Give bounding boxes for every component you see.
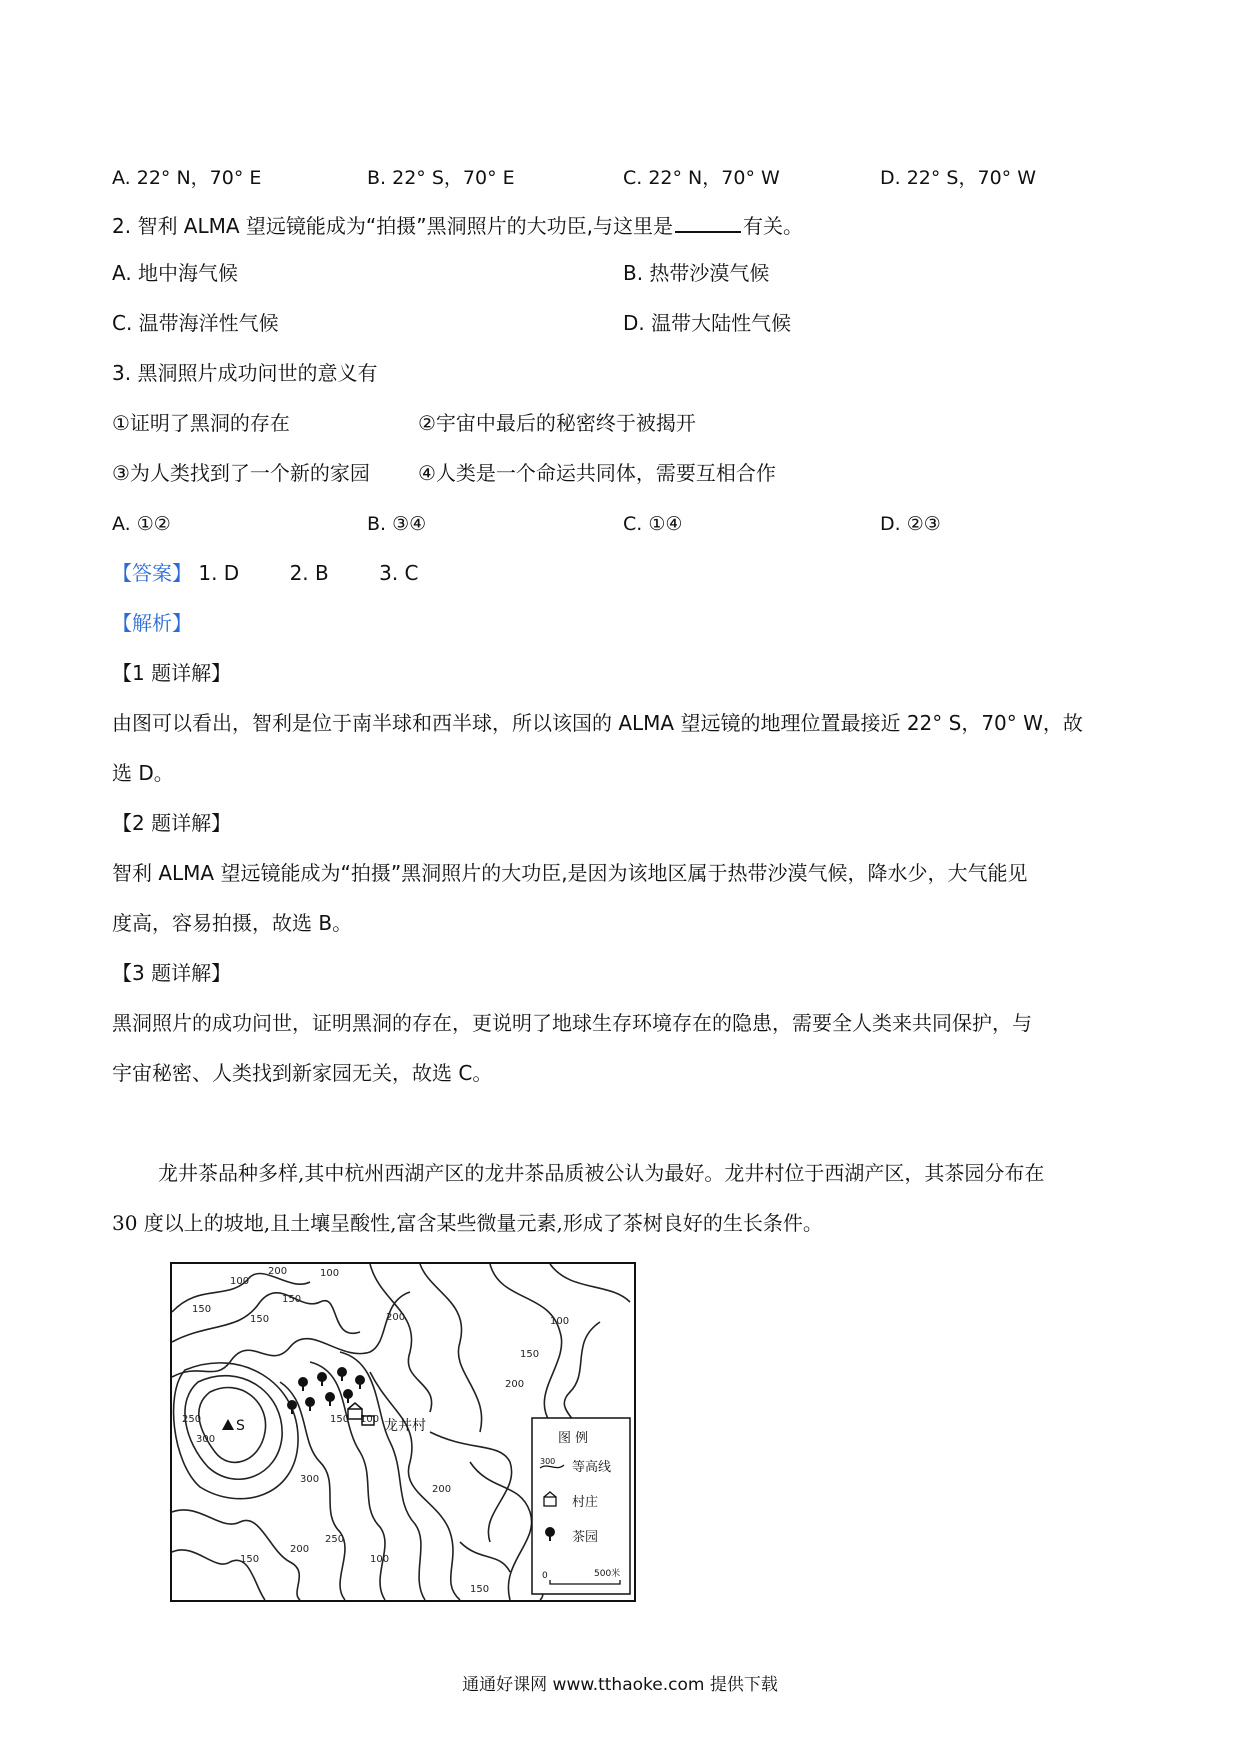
- q2-stem-after: 有关。: [743, 214, 803, 238]
- detail-1-line-2: 选 D。: [112, 761, 174, 785]
- q3-statement-3: ③为人类找到了一个新的家园: [112, 461, 370, 485]
- contour-label: 150: [470, 1584, 490, 1595]
- contour-label: 200: [432, 1484, 452, 1495]
- contour-label: 200: [386, 1312, 406, 1323]
- scale-value: 500米: [594, 1569, 621, 1579]
- detail-2-line-1: 智利 ALMA 望远镜能成为“拍摄”黑洞照片的大功臣,是因为该地区属于热带沙漠气候，降水少，大气能见: [112, 861, 1028, 885]
- contour-label: 150: [282, 1294, 302, 1305]
- legend-title: 图 例: [558, 1431, 589, 1446]
- legend-tea-label: 茶园: [572, 1530, 599, 1545]
- legend-village-label: 村庄: [572, 1495, 599, 1510]
- contour-label: 100: [230, 1276, 250, 1287]
- detail-3-line-1: 黑洞照片的成功问世，证明黑洞的存在，更说明了地球生存环境存在的隐患，需要全人类来共同保护，与: [112, 1011, 1032, 1035]
- q2-option-b: B. 热带沙漠气候: [623, 261, 770, 285]
- contour-label: 300: [196, 1434, 216, 1445]
- page-footer: 通通好课网 www.tthaoke.com 提供下载: [462, 1675, 778, 1695]
- village-label: 龙井村: [384, 1418, 426, 1434]
- q3-option-b: B. ③④: [367, 513, 427, 535]
- passage-line-1: 龙井茶品种多样,其中杭州西湖产区的龙井茶品质被公认为最好。龙井村位于西湖产区，其茶园分布在: [158, 1161, 1045, 1185]
- legend-contour-label: 等高线: [572, 1460, 612, 1475]
- answer-2: 2. B: [289, 561, 329, 585]
- contour-label: 150: [520, 1349, 540, 1360]
- contour-label: 250: [182, 1414, 202, 1425]
- q3-stem: 3. 黑洞照片成功问世的意义有: [112, 361, 378, 385]
- contour-label: 300: [300, 1474, 320, 1485]
- map-legend: [532, 1418, 630, 1594]
- q3-statement-4: ④人类是一个命运共同体，需要互相合作: [418, 461, 776, 485]
- q2-option-a: A. 地中海气候: [112, 261, 239, 285]
- q1-option-c: C. 22° N，70° W: [623, 167, 780, 189]
- q1-option-d: D. 22° S，70° W: [880, 167, 1036, 189]
- answer-1: 1. D: [198, 561, 240, 585]
- peak-label: S: [236, 1418, 245, 1434]
- contour-label: 150: [250, 1314, 270, 1325]
- contour-label: 200: [505, 1379, 525, 1390]
- answer-line: [112, 563, 419, 583]
- q3-statement-1: ①证明了黑洞的存在: [112, 411, 290, 435]
- answer-tag: 【答案】: [112, 561, 192, 585]
- contour-label: 100: [370, 1554, 390, 1565]
- contour-label: 150: [240, 1554, 260, 1565]
- answer-3: 3. C: [379, 561, 419, 585]
- q2-option-c: C. 温带海洋性气候: [112, 311, 279, 335]
- q3-option-a: A. ①②: [112, 513, 171, 535]
- q1-option-b: B. 22° S，70° E: [367, 167, 515, 189]
- q3-statement-2: ②宇宙中最后的秘密终于被揭开: [418, 411, 696, 435]
- detail-2-line-2: 度高，容易拍摄，故选 B。: [112, 911, 353, 935]
- q3-option-c: C. ①④: [623, 513, 683, 535]
- q1-option-a: A. 22° N，70° E: [112, 167, 262, 189]
- q2-option-d: D. 温带大陆性气候: [623, 311, 792, 335]
- contour-label: 100: [360, 1414, 380, 1425]
- q2-blank: [675, 213, 741, 233]
- contour-map: [170, 1262, 636, 1602]
- scale-zero: 0: [542, 1571, 548, 1581]
- detail-3-tag: 【3 题详解】: [112, 961, 232, 985]
- legend-contour-sample: 300: [540, 1457, 556, 1466]
- contour-label: 100: [320, 1268, 340, 1279]
- contour-label: 100: [550, 1316, 570, 1327]
- contour-label: 200: [290, 1544, 310, 1555]
- q3-option-d: D. ②③: [880, 513, 941, 535]
- passage-line-2: 30 度以上的坡地,且土壤呈酸性,富含某些微量元素,形成了茶树良好的生长条件。: [112, 1211, 823, 1235]
- detail-3-line-2: 宇宙秘密、人类找到新家园无关，故选 C。: [112, 1061, 493, 1085]
- contour-label: 150: [330, 1414, 350, 1425]
- contour-label: 250: [325, 1534, 345, 1545]
- contour-label: 150: [192, 1304, 212, 1315]
- detail-1-line-1: 由图可以看出，智利是位于南半球和西半球，所以该国的 ALMA 望远镜的地理位置最接近 22° S，70° W，故: [112, 711, 1083, 735]
- analysis-tag: 【解析】: [112, 611, 192, 635]
- detail-2-tag: 【2 题详解】: [112, 811, 232, 835]
- q2-stem: [112, 213, 803, 236]
- detail-1-tag: 【1 题详解】: [112, 661, 232, 685]
- contour-label: 200: [268, 1266, 288, 1277]
- q2-stem-before: 2. 智利 ALMA 望远镜能成为“拍摄”黑洞照片的大功臣,与这里是: [112, 214, 673, 238]
